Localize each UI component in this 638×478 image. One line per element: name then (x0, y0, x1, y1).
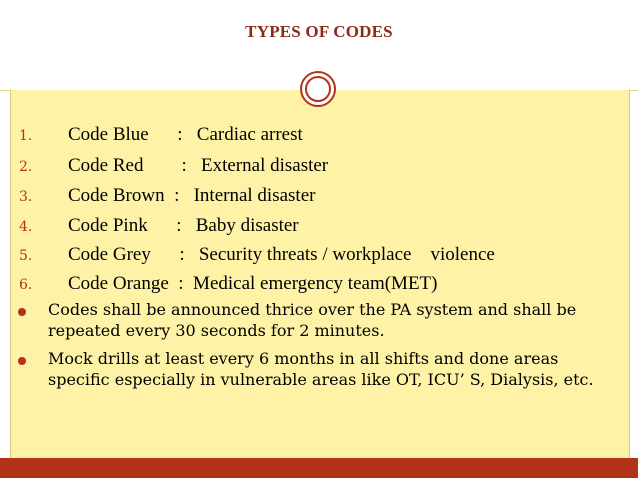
list-text: Code Red : External disaster (68, 155, 329, 176)
list-number: 6. (19, 277, 33, 293)
list-number: 3. (19, 189, 33, 205)
bullet-icon (18, 357, 26, 365)
bullet-icon (18, 308, 26, 316)
list-text: Code Orange : Medical emergency team(MET) (68, 273, 438, 294)
list-text: Code Blue : Cardiac arrest (68, 124, 303, 145)
list-number: 1. (19, 128, 33, 144)
list-text: Code Pink : Baby disaster (68, 215, 299, 236)
slide-title: TYPES OF CODES (245, 22, 393, 41)
list-text: Code Brown : Internal disaster (68, 185, 316, 206)
footer-band (0, 458, 638, 478)
list-number: 2. (19, 159, 33, 175)
bullet-text: Codes shall be announced thrice over the PA system and shall be repeated every 30 seconds for 2 minutes. (48, 300, 577, 340)
bullet-text: Mock drills at least every 6 months in all shifts and done areas specific especially in vulnerable areas like OT, ICU’ S, Dialysis, etc. (48, 349, 594, 389)
inner-circle-icon (305, 76, 331, 102)
list-text: Code Grey : Security threats / workplace violence (68, 244, 495, 265)
circle-ornament-icon (300, 71, 336, 107)
list-number: 4. (19, 219, 33, 235)
list-number: 5. (19, 248, 33, 264)
